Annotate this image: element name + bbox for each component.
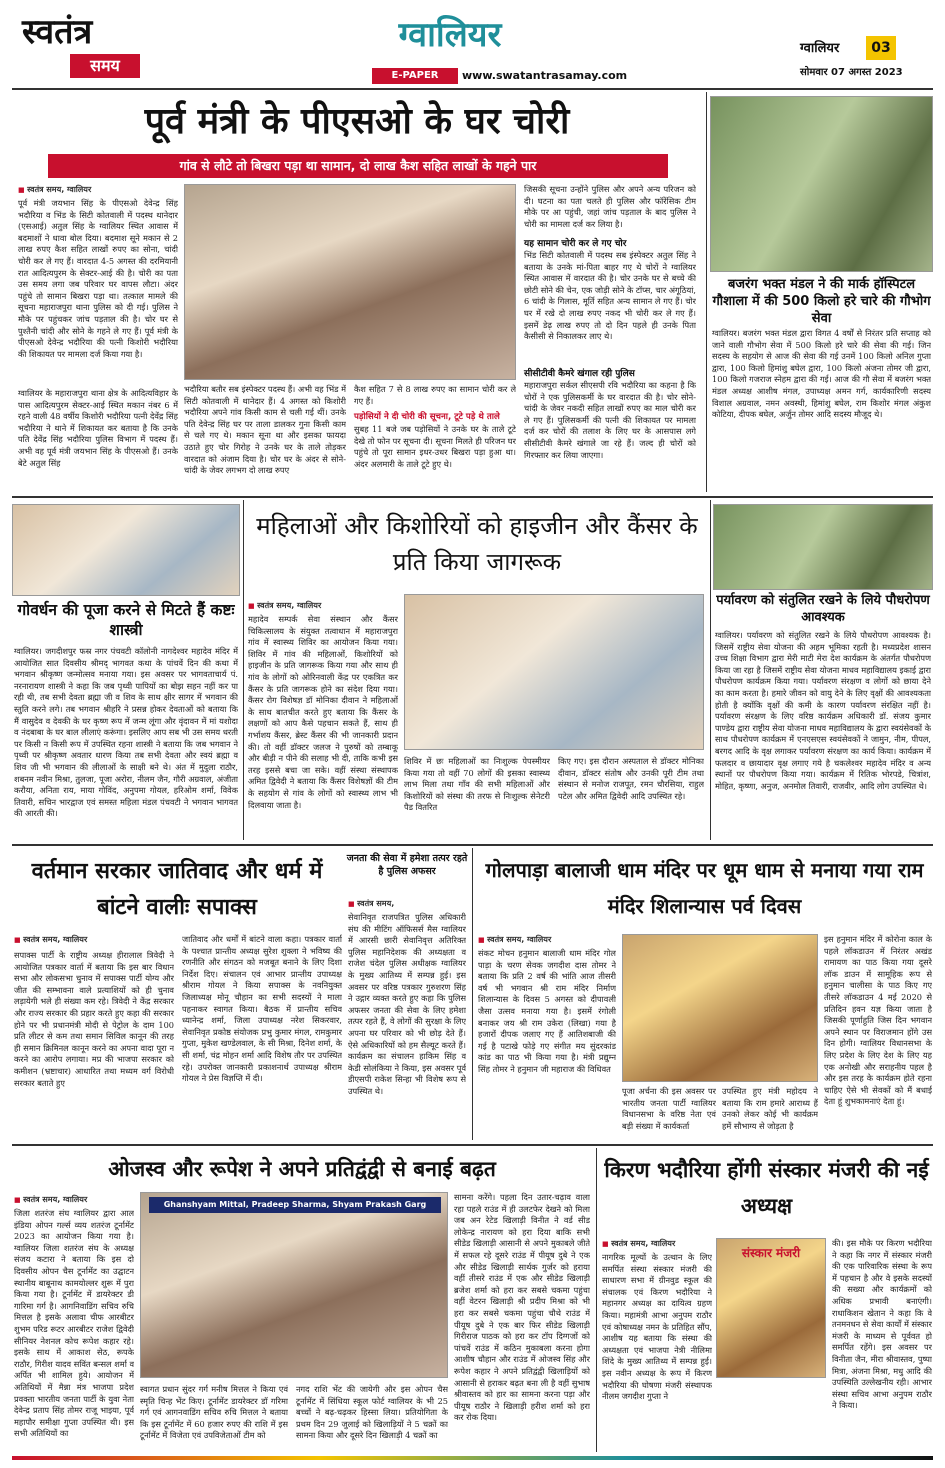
photo-camp [404,594,704,750]
byline: ■ स्वतंत्र समय, [348,898,466,909]
divider-h3 [12,1144,933,1146]
byline: ■ स्वतंत्र समय, ग्वालियर [478,934,616,945]
column-1: महादेव सम्पर्क सेवा संस्थान और कैंसर चिकित्सालय के संयुक्त तत्वाधान में महाराजपुरा गांव में स्वास्थ्य शिविर का आयोजन किया गया। शिविर में गांव की महिलाओं, किशोरियों को हाइजीन के प्रति जागरूक किया गया और साथ ही गांव के लोगों को ओरिनवाली केंद्र पर एकत्रित कर कैंसर के प्रति जागरूक होने का संदेश दिया गया। कैंसर रोग विशेषज्ञ डॉ मोनिका दीवान ने महिलाओं के साथ बातचीत करते हुए बताया कि कैंसर के लक्षणों को आप कैसे पहचान सकते हैं, साथ ही गर्भाशय कैंसर, ब्रेस्ट कैंसर की भी जानकारी प्रदान की। तो वहीं डॉक्टर जलज ने पुरुषों को तम्बाकू और बीड़ी न पीने की सलाह भी दी, ताकि कभी इस तरह इससे बचा जा सके। वहीं संस्था संस्थापक अमित द्विवेदी ने बताया कि कैंसर विशेषज्ञों की टीम के सहयोग से गांव के लोगों को स्वास्थ्य लाभ भी दिलवाया जाता है। [248,614,398,810]
column-1: सपाक्स पार्टी के राष्ट्रीय अध्यक्ष हीरालाल त्रिवेदी ने आयोजित पत्रकार वार्ता में बताया कि इस बार विधान सभा और लोकसभा चुनाव में सपाक्स पार्टी योग्य और जीत की सम्भावना वाले प्रत्याशियों को ही चुनाव लड़ायेगी भले ही संख्या कम रहे। त्रिवेदी ने केंद्र सरकार और राज्य सरकार की प्रहार करते हुए कहा की सरकार होने पर भी प्रधानमंत्री मोदी से पेट्रोल के दाम 100 प्रति लीटर से कम तथा समान सिविल कानून की तरह ही समान क्रिमिनल कानून करने का अपना वादा पूरा न करने का आरोप लगाया। मप्र की भाजपा सरकार को कमीशन (भ्रष्टाचार) आधारित तथा मध्यम वर्ग विरोधी सरकार बताते हुए [14,950,174,1088]
headline: वर्तमान सरकार जातिवाद और धर्म में बांटने वालीः सपाक्स [31,859,323,920]
headline: महिलाओं और किशोरियों को हाइजीन और कैंसर के प्रति किया जागरूक [256,512,698,576]
masthead-divider [12,88,933,90]
page-city: ग्वालियर [800,41,840,56]
divider-v5 [596,1148,597,1452]
column-2: की। इस मौके पर किरण भदौरिया ने कहा कि नगर में संस्कार मंजरी की एक पारिवारिक संस्था के रूप में पहचान है और वे इसके सदस्यों की सख्या और कार्यक्रमों को अधिक प्रभावी बनाएंगी। राधाकिशन खेतान ने कहा कि वे तनमनधन से सेवा कार्यों में संस्कार मंजरी के माध्यम से पूर्ववत हो समर्पित रहेंगे। इस अवसर पर विनीता जैन, मीरा श्रीवास्तव, पुष्पा मित्रा, अंजना मिश्रा, मधु आदि की उपस्थिति उल्लेखनीय रही। आभार संस्था सचिव आभा अनुपम राठौर ने किया। [832,1238,932,1411]
column-2: शिविर में छः महिलाओं का निःशुल्क पेपस्मीयर किया गया तो वहीं 70 लोगों की इसका स्वास्थ्य लाभ मिला तथा गाँव की सभी महिलाओं और किशोरियों को संस्था की तरफ से निःशुल्क सेनेटरी पैड वितरित [404,756,550,813]
column-2: स्वागत प्रधान सुंदर गर्ग मनीष मित्तल ने किया एवं स्मृति चिन्ह भेंट किए। टूर्नामेंट डायरेक्टर डॉ गरिमा गर्ग एवं आगनवाडिंग सचिव रुचि मित्तल ने बताया कि इस टूर्नामेंट में 60 हजार रुपए की राशि में इस टूर्नामेंट में विजेता एवं उपविजेताओं टीम को [140,1384,288,1441]
column-1: नागरिक मूल्यों के उत्थान के लिए समर्पित संस्था संस्कार मंजरी की साधारण सभा में ग्रीनवुड स्कूल की संचालक एवं किरण भदौरिया ने महानगर अध्यक्ष का दायित्व ग्रहण किया। महामंत्री आभा अनुपम राठौर एवं कोषाध्यक्ष नमन के प्रतिहित सौंप, आशीष यह बताया कि संस्था की अध्यक्षता एवं भाजपा नेत्री नीलिमा शिंदे के मुख्य आतिथ्य में सम्पन्न हुई। इस नवीन अध्यक्ष के रूप में किरण भदौरिया की घोषणा मंजरी संस्थापक नीलम जगदीश गुप्ता ने [602,1252,712,1402]
column-4: सामना करेंगे। पहला दिन उतार-चढ़ाव वाला रहा पहले राउंड में ही उलटफेर देखने को मिला जब अन रेटेड खिलाड़ी विनीत ने वर्ड सीड लोकेन्द्र नारायण को हरा दिया बाकि सभी सीडेड खिलाड़ी आसानी से अपने मुकाबले जीते में सफल रहे दूसरे राउंड में पीयूष दुबे ने एक और सीडेड खिलाड़ी सार्थक गुर्जर को हराया वहीं तीसरे राउंड में एक और सीडेड खिलाड़ी ब्रजेश शर्मा को हरा कर सबसे चकमा पहुंचा वहीं वेटरन खिलाड़ी श्री प्रदीप मिश्रा को भी हरा कर सबसे चकमा पहुंचा चौथे राउंड में पीयूष दुबे ने एक बार फिर सीडेड खिलाड़ी गिरीराज पाठक को हरा कर टॉप दिग्गजों को पांचवें राउंड में कठिन मुकाबला करना होगा आशीष चौहान और राउंड में ओजस्व सिंह और रूपेश कहार ने अपने प्रतिद्वंद्वी खिलाड़ियों को आसानी से हराकर बढ़त बना ली है वहीं सुभाष श्रीवास्तव को हार का सामना करना पड़ा और पीयूष राठौर ने खिलाड़ी हरीश शर्मा को हरा कर रोक दिया। [454,1192,590,1423]
byline: ■ स्वतंत्र समय, ग्वालियर [248,600,398,611]
page-number: 03 [866,36,896,60]
photo-puja [12,504,240,596]
divider-v3 [710,500,711,840]
story-plantation [713,500,933,840]
story-gaushala [710,92,933,492]
subhead-banner: गांव से लौटे तो बिखरा पड़ा था सामान, दो लाख कैश सहित लाखों के गहने पार [48,154,668,178]
photo-wardrobe [184,184,516,380]
column-1: संकट मोचन हनुमान बालाजी धाम मंदिर गोल पाड़ा के चरण सेवक जगदीश दास तोमर ने बताया कि प्रति 2 वर्ष की भांति आज तीसरी वर्ष भी भगवान श्री राम मंदिर निर्माण शिलान्यास के दिवस 5 अगस्त को दीपावली जैसा उत्सव मनाया गया है। इसमें रंगोली बनाकर जय श्री राम उकेरा (लिखा) गया है हजारों दीपक जलाए गए हैं आतिशबाजी की गई है पटाखे फोड़े गए संगीत मय सुंदरकांड कांड का पाठ भी किया गया है। मंत्री प्रद्युम्न सिंह तोमर ने हनुमान जी महाराज की विधिवत [478,948,616,1074]
photo-gaushala [710,96,933,272]
story-sapaks [12,848,342,1140]
column-1: पूर्व मंत्री जयभान सिंह के पीएसओ देवेन्द्र सिंह भदौरिया व भिंड के सिटी कोतवाली में पदस्थ थानेदार (एसआई) अतुल सिंह के ग्वालियर स्थित आवास में बदमाशों ने धावा बोल दिया। बदमाश सूने मकान से 2 लाख रुपए कैश सहित लाखों रुपए का सोना, चांदी चोरी कर ले गए हैं। वारदात 4-5 अगस्त की दरमियानी रात आदित्यपुरम के सेक्टर-आई की है। चोरी का पता उस समय लगा जब परिवार घर वापस लौटा। अंदर पहुंचे तो सामान बिखरा पड़ा था। तत्काल मामले की सूचना महाराजपुरा थाना पुलिस को दी गई। पुलिस ने मौके पर पहुंचकर जांच पड़ताल की है। चोर घर से पुश्तैनी चांदी और सोने के गहने ले गए हैं। पूर्व मंत्री के पीएसओ देवेन्द्र भदौरिया की पत्नी किशोरी भदौरिया की शिकायत पर मामला दर्ज किया गया है। [18,198,178,359]
column-3: किए गए। इस दौरान अस्पताल से डॉक्टर मोनिका दीवान, डॉक्टर संतोष और उनकी पूरी टीम तथा संस्थान से मनोज राजपूत, रमन चौरसिया, राहुल पटेल और अमित द्विवेदी आदि उपस्थित रहे। [558,756,704,801]
divider-h1 [12,496,933,498]
photo-plantation [713,504,933,590]
divider-v4 [472,848,473,1140]
headline: जनता की सेवा में हमेशा तत्पर रहते है पुलिस अफसर [346,853,468,877]
body: ग्वालियर। जगदीशपुर फस्र नगर पंचवटी कॉलोनी नागदेश्वर महादेव मंदिर में आयोजित सात दिवसीय श्रीमद् भागवत कथा के पांचवें दिन की कथा में भगवान श्रीकृष्ण जन्मोत्सव मनाया गया। इस अवसर पर भागवताचार्य पं. नरनारायण शास्त्री ने कहा कि जब पृथ्वी पापियों का बोझ सहन नहीं कर पा रही थी, तब सभी देवता ब्रह्मा जी व शिव के साथ क्षीर सागर में भगवान की स्तुति करने लगे। तब भगवान श्रीहरि ने प्रसन्न होकर देवताओं को बताया कि मैं वासुदेव व देवकी के घर कृष्ण रूप में जन्म लूंगा और वृंदावन में मां यशोदा व नंदबाबा के घर बाल लीलाएं करूंगा। इसलिए आप सब भी उस समय धरती पर किसी न किसी रूप में उपस्थित रहना शास्त्री ने बताया कि जब भगवान ने पृथ्वी पर श्रीकृष्ण अवतार धारण किया तब सभी देवता और स्वयं ब्रह्मा व शिव जी भी भगवान की लीलाओं के साक्षी बने थे। अंत में मुदुला राठौर, शबनम नवीन मिश्रा, तुलजा, पूजा अरोरा, नीलम जैन, गौरी अग्रवाल, अंजीता करौया, अनिता राय, माया गोविंद, अनुपमा गोयल, हरिओम शर्मा, विवेक तिवारी, सचिन भारद्वाज एवं समस्त महिला मंडल पंचवटी ने भगवान भागवत की आरती की। [14,646,238,819]
divider-v2 [243,500,244,840]
column-5b: भिंड सिटी कोतवाली में पदस्थ सब इंस्पेक्टर अतुल सिंह ने बताया के उनके मां-पिता बाहर गए थे चोरों ने ग्वालियर स्थित आवास में वारदात की है। चोर उनके घर से बच्चे की छोटी सोने की चेन, एक जोड़ी सोने के टॉप्स, चार अंगूठियां, 6 चांदी के गिलास, मूर्ति सहित अन्य सामान ले गए हैं। चोर घर में रखे दो लाख रुपए नकद भी चोरी कर ले गए हैं। इसमें डेढ़ लाख रुपए तो दो दिन पहले ही उनके पिता कैसीसी से निकालकर लाए थे। [524,250,696,342]
headline: बजरंग भक्त मंडल ने की मार्क हॉस्पिटल गौशाला में की 500 किलो हरे चारे की गौभोग सेवा [712,277,931,326]
story-chess [12,1148,592,1452]
story-govardhan [12,500,240,840]
subhead-neighbours: पड़ोसियों ने दी चोरी की सूचना, टूटे पड़े थे ताले [354,412,500,422]
headline: पूर्व मंत्री के पीएसओ के घर चोरी [144,101,570,142]
headline: पर्यावरण को संतुलित रखने के लिये पौधरोपण आवश्यक [716,593,930,625]
byline: ■ स्वतंत्र समय, ग्वालियर [18,184,178,195]
headline: गोवर्धन की पूजा करने से मिटते हैं कष्टः शास्त्री [17,601,235,639]
body: ग्वालियर। बजरंग भक्त मंडल द्वारा विगत 4 वर्षों से निरंतर प्रति सप्ताह को जाने वाली गौभोग सेवा में 500 किलो हरे चारे की सेवा की गई। जिन सदस्य के सहयोग से आज की सेवा की गई उनमें 100 किलो अनिल गुप्ता द्वारा, 100 किलो हिमांशु बघेल द्वारा, 100 किलो अंजना तोमर जी द्वारा, 100 किलो गजराज स्नेहम द्वारा की गई। आज की गौ सेवा में बजरंग भक्त मंडल अध्यक्ष आशीष मंगल, उपाध्यक्ष अमन गर्ग, कार्यकारिणी सदस्य विशाल अग्रवाल, नमन अवस्थी, हिमांशु बघेल, राम किशोर मंगल अंकुश कोटिया, दीपक बघेल, अर्जुन तोमर आदि सदस्य मौजूद थे। [712,328,931,420]
city-title: ग्वालियर [398,15,502,55]
photo-kiran-bhadoriya [716,1238,826,1378]
divider-v1 [706,92,707,492]
date: सोमवार 07 अगस्त 2023 [800,67,903,78]
logo-bottom-text: समय [70,54,140,78]
story-hygiene [246,500,708,840]
subhead-cctv: सीसीटीवी कैमरे खंगाल रही पुलिस [524,369,635,379]
story-police [346,848,468,1140]
photo-chess-event [140,1192,448,1378]
column-3: भदौरिया बतौर सब इंस्पेक्टर पदस्थ हैं। अभी वह भिंड में सिटी कोतवाली में थानेदार हैं। 4 अगस्त को किशोरी भदौरिया अपने गांव किसी काम से चली गई थीं। उनके पति देवेन्द्र सिंह घर पर ताला डालकर गुना किसी काम से चले गए थे। मकान सूना था और इसका फायदा उठाते हुए चोर गिरोह ने उनके घर के ताले तोड़कर वारदात को अंजाम दिया है। चोर घर के अंदर से सोने-चांदी के जेवर लगभग दो लाख रुपए [184,384,346,476]
website-link[interactable]: www.swatantrasamay.com [462,69,628,82]
subhead-stolen-items: यह सामान चोरी कर ले गए चोर [524,239,627,249]
column-3: नगद राशि भेंट की जायेगी और इस ओपन चैस टूर्नामेंट में सिंधिया स्कूल फोर्ट ग्वालियर के भी 25 बच्चों ने बढ़-चढ़कर हिस्सा लिया। प्रतियोगिता के प्रथम दिन 29 जुलाई को खिलाड़ियों ने 5 चक्रों का सामना किया और दूसरे दिन खिलाड़ी 4 चक्रों का [296,1384,448,1441]
column-4: उपस्थित हुए मंत्री महोदय ने बताया कि राम हमारे आराध्य हैं उनको लेकर कोई भी कार्यक्रम हमें सौभाग्य से जोड़ता है [722,1086,818,1131]
headline: किरण भदौरिया होंगी संस्कार मंजरी की नई अध्यक्ष [604,1158,929,1218]
divider-h2 [12,844,933,846]
footer-color-bar [12,1456,933,1460]
body: सेवानिवृत राजपत्रित पुलिस अधिकारी संघ की मीटिंग ऑफिसर्स मैस ग्वालियर में आरसी छारी सेवानिवृत्त अतिरिक्त पुलिस महानिदेशक की अध्यक्षता व राजेश चंदेल पुलिस अधीक्षक ग्वालियर के मुख्य आतिथ्य में सम्पन्न हुई। इस अवसर पर वरिष्ठ पत्रकार गुरुशरण सिंह ने उद्गार व्यक्त करते हुए कहा कि पुलिस अफसर जनता की सेवा के लिए हमेशा तत्पर रहते हैं, वे लोगों की सुरक्षा के लिए अपना घर परिवार को भी छोड़ देते हैं। ऐसे अधिकारियों को हम सैल्यूट करते हैं। कार्यक्रम का संचालन हाकिम सिंह व केडी सोलंकिया ने किया, इस अवसर पूर्व डीएसपी राकेश सिन्हा भी विशेष रूप से उपस्थित थे। [348,912,466,1096]
byline: ■ स्वतंत्र समय, ग्वालियर [14,934,174,945]
story-pso-theft [12,92,702,492]
column-1: जिला शतरंज संघ ग्वालियर द्वारा आल इंडिया ओपन गर्ल्स व्यय शतरंज टूर्नामेंट 2023 का आयोजन किया गया है। ग्वालियर जिला शतरंज संघ के अध्यक्ष संजय कटारा ने बताया कि इस दो दिवसीय ओपन चैस टूर्नामेंट का उद्घाटन स्थानीय बाबूनाथ कामयोल्लर शुरू में पुरा किया गया है। टूर्नामेंट में डायरेक्टर डी गारिमा गर्ग है। आगनिवाडिंग सचिव रुचि मित्तल है इसके अलावा चीफ आरबीटर शुभम परिड रूटर आरबीटर राजेश द्विवेदी सीनियर नेशनल कोच रूपेश कहार रहे। इसके साथ में आकाश सेठ, रूपके राठौर, गिरीश यादव सविंत बन्सल शर्मा व अर्पित भी शामिल हुये। आयोजन में अतिथियों में मैन्ना मंत्र भाजपा प्रदेश प्रवक्ता भारतीय जनता पार्टी के युवा नेता देवेन्द्र प्रताप सिंह तोमर राजू भाइया, पूर्व महापौर समीक्षा गुप्ता उपस्थित थी। इस सभी अतिथियों का [14,1208,134,1439]
column-2: इस हनुमान मंदिर में कोरोना काल के पहले लॉकडाउन में निरंतर अखंड रामायण का पाठ किया गया दूसरे लॉक डाउन में सामूहिक रूप से हनुमान चालीसा के पाठ किए गए तीसरे लॉकडाउन 4 मई 2020 से प्रतिदिन हवन यज्ञ किया जाता है जिसकी पूर्णाहुति जिस दिन भगवान अपने स्थान पर विराजमान होंगे उस दिन होगी। ग्वालियर विधानसभा के लिए प्रदेश के लिए देश के लिए यह एक अनोखी और सराहनीय पहल है और इस तरह के कार्यक्रम होते रहना चाहिए ऐसे भी सेवकों को मैं बधाई देता हूं शुभकामनाएं देता हूं। [824,934,932,1107]
story-balaji [476,848,933,1140]
column-2: ग्वालियर के महाराजपुरा थाना क्षेत्र के आदित्यविहार के पास आदित्यपुरम सेक्टर-आई स्थित मकान नंबर 6 में रहने वाली 48 वर्षीय किशोरी भदौरिया पत्नी देवेंद्र सिंह भदौरिया ने थाने में शिकायत कर बताया है कि उनके पति देवेंद्र सिंह भदौरिया पुलिस विभाग में पदस्थ हैं। अभी वह पूर्व मंत्री जयभान सिंह के पीएसओ हैं। उनके बेटे अतुल सिंह [18,388,178,468]
column-2: जातिवाद और धर्मों में बांटने वाला कहा। पत्रकार वार्ता के पश्चात प्रान्तीय अध्यक्ष सुरेश शुक्ला ने भविष्य की रणनीति और संगठन को मजबूत बनाने के लिए दिशा निर्देश दिए। संचालन एवं आभार प्रान्तीय उपाध्यक्ष श्रीराम गोयल ने किया सपाक्स के नवनियुक्त जिलाध्यक्ष मोनू चौहान का सभी सदस्यों ने माला पहनाकर स्वागत किया। बैठक में प्रान्तीय सचिव ध्यानेन्द्र शर्मा, जिला उपाध्यक्ष नरेश सिकरवार, सेवानिवृत प्रकोष्ठ संयोजक प्रभु कुमार मंगल, रामकुमार गुप्ता, मुकेश खण्डेलवाल, के सी मिश्रा, दिनेश शर्मा, के सी शर्मा, चंद्र मोहन शर्मा आदि विशेष तौर पर उपस्थित रहे। उपरोक्त जानकारी प्रकाशनार्थ उपाध्यक्ष श्रीराम गोयल ने प्रेस विज्ञप्ति में दी। [182,934,342,1084]
story-sanskar-manjari [600,1148,933,1452]
epaper-label: E-PAPER [372,68,458,84]
photo-caption: संस्कार मंजरी [741,1246,801,1260]
photo-temple [622,934,818,1082]
headline: ओजस्व और रूपेश ने अपने प्रतिद्वंद्वी से बनाई बढ़त [108,1157,496,1181]
masthead [0,0,945,86]
byline: ■ स्वतंत्र समय, ग्वालियर [14,1194,134,1205]
column-4: कैश सहित 7 से 8 लाख रुपए का सामान चोरी कर ले गए हैं। [354,384,516,406]
column-3: पूजा अर्चना की इस अवसर पर भारतीय जनता पार्टी ग्वालियर विधानसभा के वरिष्ठ नेता एवं बड़ी संख्या में कार्यकर्ता [622,1086,716,1131]
column-5c: महाराजपुरा सर्कल सीएसपी रवि भदौरिया का कहना है कि चोरों ने एक पुलिसकर्मी के घर वारदात की है। चोर सोने-चांदी के जेवर नकदी सहित लाखों रुपए का माल चोरी कर ले गए हैं। पुलिसकर्मी की पत्नी की शिकायत पर मामला दर्ज कर चोरों की तलाश के लिए घर के आसपास लगे सीसीटीवी कैमरे खंगाले जा रहे हैं। जल्द ही चोरों को गिरफ्तार कर लिया जाएगा। [524,380,696,460]
column-5: जिसकी सूचना उन्होंने पुलिस और अपने अन्य परिजन को दी। घटना का पता चलते ही पुलिस और फॉरेंसिक टीम मौके पर आ पहुंची, जहां जांच पड़ताल के बाद पुलिस ने चोरी का मामला दर्ज कर लिया है। [524,184,696,229]
headline: गोलपाड़ा बालाजी धाम मंदिर पर धूम धाम से मनाया गया राम मंदिर शिलान्यास पर्व दिवस [485,858,924,918]
logo-top-text: स्वतंत्र [22,12,93,52]
body: ग्वालियर। पर्यावरण को संतुलित रखने के लिये पौधरोपण आवश्यक है। जिसमें राष्ट्रीय सेवा योजना की अहम भूमिका रहती है। मध्यप्रदेश शासन उच्च शिक्षा विभाग द्वारा मेरी माटी मेरा देश कार्यक्रम के अंतर्गत पौधरोपण किया जा रहा है जिसमें राष्ट्रीय सेवा योजना माधव महाविद्यालय इकाई द्वारा पौधरोपण कार्यक्रम किया गया। पर्यावरण संरक्षण व लोगों को छाया देने का काम करता है। हमारे जीवन को वायु देने के लिए वृक्षों की आवश्यकता होती है क्योंकि वृक्षों की कमी के कारण पर्यावरण संरक्षित नहीं है। पर्यावरण संरक्षण के लिए वरिष्ठ कार्यक्रम अधिकारी डॉ. संजय कुमार पाण्डेय द्वारा राष्ट्रीय सेवा योजना माधव महाविद्यालय के द्वारा स्वयंसेवकों के साथ पौधरोपण कार्यक्रम में एनएसएस स्वयंसेवकों ने जामुन, नीम, पीपल, बरगद आदि के वृक्ष लगाकर पर्यावरण संरक्षण का कार्य किया। कार्यक्रम में फलदार व छायादार वृक्ष लगाए गये है चकलेश्वर महादेव मंदिर व अन्य स्थानों पर पौधरोपण किया गया। कार्यक्रम में रितिक भोरपडे, चित्रांश, मोहित, कृष्णा, अनुज, अनमोल तिवारी, राजवीर, आदि लोग उपस्थित थे। [715,630,931,791]
event-banner: Ghanshyam Mittal, Pradeep Sharma, Shyam Prakash Garg [149,1197,441,1213]
logo [22,12,152,80]
byline: ■ स्वतंत्र समय, ग्वालियर [602,1238,712,1249]
column-4b: सुबह 11 बजे जब पड़ोसियों ने उनके घर के ताले टूटे देखे तो फोन पर सूचना दी। सूचना मिलते ही परिजन घर पहुंचे तो पूरा सामान इधर-उधर बिखरा पड़ा हुआ था। अंदर अलमारी के ताले टूटे हुए थे। [354,424,516,469]
